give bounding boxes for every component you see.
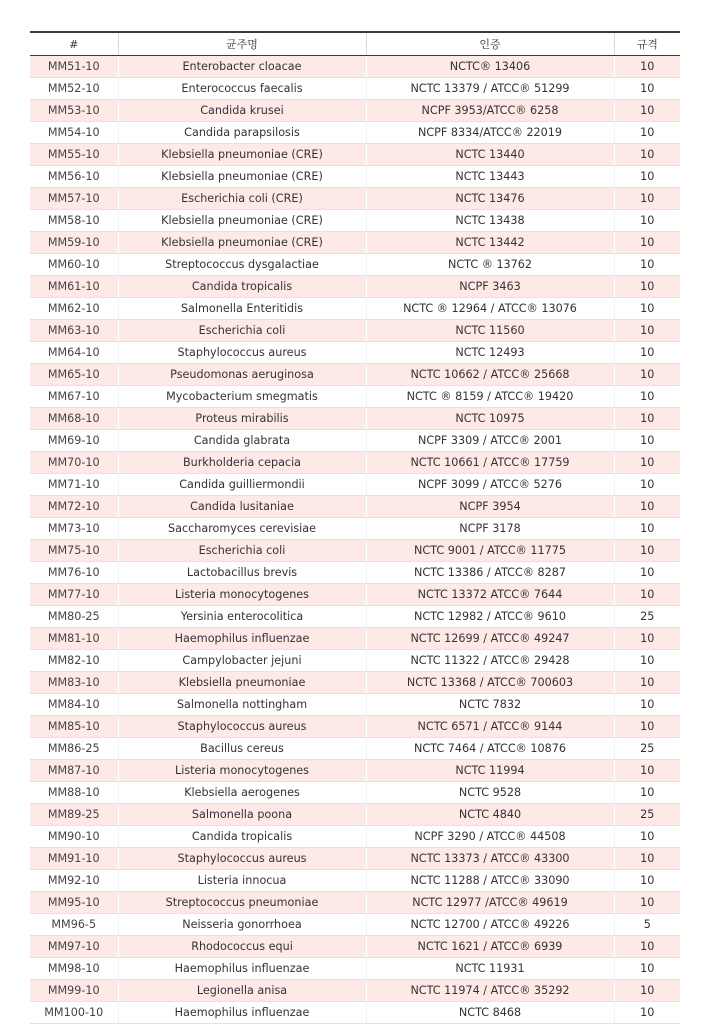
table-row (30, 386, 680, 408)
cell-product-code: MM71-10 (30, 474, 118, 496)
cell-strain-name: Proteus mirabilis (118, 408, 366, 430)
cell-certification: NCPF 3099 / ATCC® 5276 (366, 474, 614, 496)
table-body (30, 56, 680, 1024)
cell-strain-name: Klebsiella aerogenes (118, 782, 366, 804)
cell-strain-name: Candida guilliermondii (118, 474, 366, 496)
cell-certification: NCTC ® 8159 / ATCC® 19420 (366, 386, 614, 408)
cell-strain-name: Streptococcus pneumoniae (118, 892, 366, 914)
table-row (30, 848, 680, 870)
table-row (30, 166, 680, 188)
cell-strain-name: Pseudomonas aeruginosa (118, 364, 366, 386)
cell-specification: 10 (614, 342, 680, 364)
cell-product-code: MM65-10 (30, 364, 118, 386)
cell-product-code: MM80-25 (30, 606, 118, 628)
column-header-strain-name: 균주명 (118, 32, 366, 56)
cell-product-code: MM82-10 (30, 650, 118, 672)
table-row (30, 1002, 680, 1024)
cell-specification: 10 (614, 540, 680, 562)
table-row (30, 606, 680, 628)
cell-product-code: MM70-10 (30, 452, 118, 474)
cell-product-code: MM63-10 (30, 320, 118, 342)
cell-certification: NCTC 10662 / ATCC® 25668 (366, 364, 614, 386)
cell-product-code: MM91-10 (30, 848, 118, 870)
cell-specification: 10 (614, 584, 680, 606)
table-row (30, 562, 680, 584)
cell-strain-name: Klebsiella pneumoniae (CRE) (118, 144, 366, 166)
table-row (30, 584, 680, 606)
cell-specification: 10 (614, 826, 680, 848)
cell-specification: 10 (614, 782, 680, 804)
cell-specification: 10 (614, 892, 680, 914)
table-row (30, 892, 680, 914)
table-row (30, 804, 680, 826)
table-header (30, 32, 680, 56)
table-row (30, 188, 680, 210)
cell-specification: 10 (614, 496, 680, 518)
cell-product-code: MM89-25 (30, 804, 118, 826)
cell-certification: NCTC 9528 (366, 782, 614, 804)
cell-specification: 10 (614, 716, 680, 738)
cell-specification: 10 (614, 694, 680, 716)
table-row (30, 232, 680, 254)
cell-certification: NCTC 10661 / ATCC® 17759 (366, 452, 614, 474)
cell-specification: 10 (614, 386, 680, 408)
cell-specification: 10 (614, 474, 680, 496)
cell-product-code: MM72-10 (30, 496, 118, 518)
cell-product-code: MM68-10 (30, 408, 118, 430)
cell-specification: 10 (614, 650, 680, 672)
cell-specification: 5 (614, 914, 680, 936)
cell-specification: 10 (614, 562, 680, 584)
cell-certification: NCTC ® 13762 (366, 254, 614, 276)
cell-certification: NCPF 3463 (366, 276, 614, 298)
cell-certification: NCTC 11931 (366, 958, 614, 980)
cell-certification: NCTC 13440 (366, 144, 614, 166)
cell-certification: NCTC 6571 / ATCC® 9144 (366, 716, 614, 738)
cell-certification: NCTC 11322 / ATCC® 29428 (366, 650, 614, 672)
cell-strain-name: Escherichia coli (118, 320, 366, 342)
cell-certification: NCTC 9001 / ATCC® 11775 (366, 540, 614, 562)
cell-specification: 25 (614, 738, 680, 760)
cell-product-code: MM56-10 (30, 166, 118, 188)
cell-product-code: MM90-10 (30, 826, 118, 848)
cell-certification: NCTC 11974 / ATCC® 35292 (366, 980, 614, 1002)
cell-product-code: MM96-5 (30, 914, 118, 936)
cell-specification: 25 (614, 804, 680, 826)
table-row (30, 298, 680, 320)
cell-product-code: MM59-10 (30, 232, 118, 254)
cell-certification: NCTC 13476 (366, 188, 614, 210)
cell-product-code: MM83-10 (30, 672, 118, 694)
cell-product-code: MM69-10 (30, 430, 118, 452)
cell-strain-name: Listeria monocytogenes (118, 584, 366, 606)
cell-strain-name: Neisseria gonorrhoea (118, 914, 366, 936)
cell-certification: NCTC 13443 (366, 166, 614, 188)
cell-specification: 10 (614, 320, 680, 342)
table-row (30, 408, 680, 430)
cell-strain-name: Listeria innocua (118, 870, 366, 892)
cell-product-code: MM67-10 (30, 386, 118, 408)
table-row (30, 628, 680, 650)
cell-product-code: MM53-10 (30, 100, 118, 122)
cell-product-code: MM62-10 (30, 298, 118, 320)
cell-certification: NCTC 10975 (366, 408, 614, 430)
cell-strain-name: Enterobacter cloacae (118, 56, 366, 78)
cell-certification: NCPF 3290 / ATCC® 44508 (366, 826, 614, 848)
cell-strain-name: Mycobacterium smegmatis (118, 386, 366, 408)
cell-certification: NCTC 13438 (366, 210, 614, 232)
cell-product-code: MM64-10 (30, 342, 118, 364)
cell-certification: NCTC 8468 (366, 1002, 614, 1024)
cell-strain-name: Legionella anisa (118, 980, 366, 1002)
cell-product-code: MM55-10 (30, 144, 118, 166)
column-header-certification: 인증 (366, 32, 614, 56)
cell-strain-name: Lactobacillus brevis (118, 562, 366, 584)
table-row (30, 100, 680, 122)
cell-certification: NCTC 13373 / ATCC® 43300 (366, 848, 614, 870)
cell-strain-name: Campylobacter jejuni (118, 650, 366, 672)
cell-certification: NCPF 3178 (366, 518, 614, 540)
cell-certification: NCPF 3953/ATCC® 6258 (366, 100, 614, 122)
table-row (30, 518, 680, 540)
cell-strain-name: Staphylococcus aureus (118, 848, 366, 870)
table-row (30, 650, 680, 672)
cell-specification: 10 (614, 100, 680, 122)
cell-product-code: MM60-10 (30, 254, 118, 276)
cell-specification: 10 (614, 298, 680, 320)
cell-strain-name: Staphylococcus aureus (118, 716, 366, 738)
cell-certification: NCTC 11560 (366, 320, 614, 342)
cell-certification: NCPF 8334/ATCC® 22019 (366, 122, 614, 144)
cell-strain-name: Candida glabrata (118, 430, 366, 452)
cell-specification: 10 (614, 364, 680, 386)
cell-specification: 10 (614, 628, 680, 650)
cell-specification: 10 (614, 210, 680, 232)
cell-product-code: MM76-10 (30, 562, 118, 584)
table-row (30, 496, 680, 518)
table-row (30, 826, 680, 848)
cell-specification: 10 (614, 870, 680, 892)
cell-certification: NCTC® 13406 (366, 56, 614, 78)
cell-strain-name: Bacillus cereus (118, 738, 366, 760)
cell-strain-name: Listeria monocytogenes (118, 760, 366, 782)
cell-strain-name: Candida lusitaniae (118, 496, 366, 518)
cell-specification: 10 (614, 1002, 680, 1024)
cell-strain-name: Klebsiella pneumoniae (CRE) (118, 166, 366, 188)
cell-product-code: MM87-10 (30, 760, 118, 782)
table-row (30, 342, 680, 364)
cell-certification: NCTC 12982 / ATCC® 9610 (366, 606, 614, 628)
table-row (30, 254, 680, 276)
cell-strain-name: Haemophilus influenzae (118, 1002, 366, 1024)
cell-strain-name: Escherichia coli (CRE) (118, 188, 366, 210)
cell-specification: 10 (614, 980, 680, 1002)
cell-certification: NCTC 1621 / ATCC® 6939 (366, 936, 614, 958)
cell-specification: 10 (614, 672, 680, 694)
cell-specification: 10 (614, 518, 680, 540)
cell-specification: 10 (614, 56, 680, 78)
cell-product-code: MM92-10 (30, 870, 118, 892)
cell-certification: NCTC 4840 (366, 804, 614, 826)
cell-specification: 10 (614, 276, 680, 298)
table-row (30, 276, 680, 298)
cell-strain-name: Klebsiella pneumoniae (CRE) (118, 210, 366, 232)
cell-product-code: MM58-10 (30, 210, 118, 232)
cell-product-code: MM85-10 (30, 716, 118, 738)
cell-certification: NCTC 12977 /ATCC® 49619 (366, 892, 614, 914)
cell-strain-name: Streptococcus dysgalactiae (118, 254, 366, 276)
cell-strain-name: Staphylococcus aureus (118, 342, 366, 364)
cell-specification: 25 (614, 606, 680, 628)
table-row (30, 870, 680, 892)
cell-certification: NCTC 7464 / ATCC® 10876 (366, 738, 614, 760)
cell-product-code: MM81-10 (30, 628, 118, 650)
cell-certification: NCTC 12699 / ATCC® 49247 (366, 628, 614, 650)
cell-strain-name: Klebsiella pneumoniae (CRE) (118, 232, 366, 254)
cell-certification: NCTC 7832 (366, 694, 614, 716)
column-header-code: # (30, 32, 118, 56)
cell-product-code: MM57-10 (30, 188, 118, 210)
cell-product-code: MM61-10 (30, 276, 118, 298)
table-row (30, 210, 680, 232)
header-row (30, 32, 680, 56)
table-row (30, 144, 680, 166)
cell-certification: NCTC 13386 / ATCC® 8287 (366, 562, 614, 584)
cell-product-code: MM86-25 (30, 738, 118, 760)
cell-product-code: MM95-10 (30, 892, 118, 914)
table-row (30, 540, 680, 562)
cell-strain-name: Rhodococcus equi (118, 936, 366, 958)
cell-certification: NCTC 13368 / ATCC® 700603 (366, 672, 614, 694)
cell-specification: 10 (614, 166, 680, 188)
table-row (30, 958, 680, 980)
cell-product-code: MM88-10 (30, 782, 118, 804)
cell-certification: NCTC ® 12964 / ATCC® 13076 (366, 298, 614, 320)
cell-strain-name: Yersinia enterocolitica (118, 606, 366, 628)
table-row (30, 320, 680, 342)
cell-strain-name: Salmonella poona (118, 804, 366, 826)
cell-strain-name: Klebsiella pneumoniae (118, 672, 366, 694)
cell-product-code: MM51-10 (30, 56, 118, 78)
cell-specification: 10 (614, 78, 680, 100)
table-row (30, 56, 680, 78)
cell-product-code: MM99-10 (30, 980, 118, 1002)
table-row (30, 78, 680, 100)
cell-specification: 10 (614, 254, 680, 276)
cell-strain-name: Enterococcus faecalis (118, 78, 366, 100)
cell-product-code: MM84-10 (30, 694, 118, 716)
cell-certification: NCTC 11994 (366, 760, 614, 782)
cell-specification: 10 (614, 760, 680, 782)
cell-strain-name: Haemophilus influenzae (118, 628, 366, 650)
cell-product-code: MM54-10 (30, 122, 118, 144)
column-header-specification: 규격 (614, 32, 680, 56)
cell-specification: 10 (614, 408, 680, 430)
cell-strain-name: Escherichia coli (118, 540, 366, 562)
cell-specification: 10 (614, 430, 680, 452)
cell-product-code: MM98-10 (30, 958, 118, 980)
cell-strain-name: Burkholderia cepacia (118, 452, 366, 474)
table-row (30, 760, 680, 782)
cell-specification: 10 (614, 452, 680, 474)
table-row (30, 364, 680, 386)
cell-strain-name: Salmonella nottingham (118, 694, 366, 716)
cell-product-code: MM52-10 (30, 78, 118, 100)
cell-strain-name: Candida tropicalis (118, 826, 366, 848)
cell-specification: 10 (614, 936, 680, 958)
table-row (30, 980, 680, 1002)
cell-certification: NCTC 12700 / ATCC® 49226 (366, 914, 614, 936)
cell-strain-name: Salmonella Enteritidis (118, 298, 366, 320)
cell-strain-name: Candida parapsilosis (118, 122, 366, 144)
table-row (30, 782, 680, 804)
table-row (30, 738, 680, 760)
cell-strain-name: Candida krusei (118, 100, 366, 122)
cell-specification: 10 (614, 232, 680, 254)
cell-certification: NCTC 11288 / ATCC® 33090 (366, 870, 614, 892)
cell-strain-name: Haemophilus influenzae (118, 958, 366, 980)
cell-specification: 10 (614, 188, 680, 210)
cell-specification: 10 (614, 958, 680, 980)
table-row (30, 914, 680, 936)
cell-product-code: MM73-10 (30, 518, 118, 540)
table-row (30, 474, 680, 496)
table-row (30, 716, 680, 738)
cell-certification: NCTC 13379 / ATCC® 51299 (366, 78, 614, 100)
cell-strain-name: Saccharomyces cerevisiae (118, 518, 366, 540)
cell-product-code: MM77-10 (30, 584, 118, 606)
table-row (30, 672, 680, 694)
table-row (30, 452, 680, 474)
cell-certification: NCPF 3309 / ATCC® 2001 (366, 430, 614, 452)
cell-product-code: MM97-10 (30, 936, 118, 958)
cell-strain-name: Candida tropicalis (118, 276, 366, 298)
cell-certification: NCTC 13372 ATCC® 7644 (366, 584, 614, 606)
cell-product-code: MM75-10 (30, 540, 118, 562)
cell-specification: 10 (614, 144, 680, 166)
table-row (30, 694, 680, 716)
table-row (30, 122, 680, 144)
table-row (30, 430, 680, 452)
cell-certification: NCPF 3954 (366, 496, 614, 518)
cell-specification: 10 (614, 848, 680, 870)
cell-product-code: MM100-10 (30, 1002, 118, 1024)
cell-certification: NCTC 13442 (366, 232, 614, 254)
strain-table (30, 31, 680, 1024)
table-row (30, 936, 680, 958)
cell-certification: NCTC 12493 (366, 342, 614, 364)
cell-specification: 10 (614, 122, 680, 144)
